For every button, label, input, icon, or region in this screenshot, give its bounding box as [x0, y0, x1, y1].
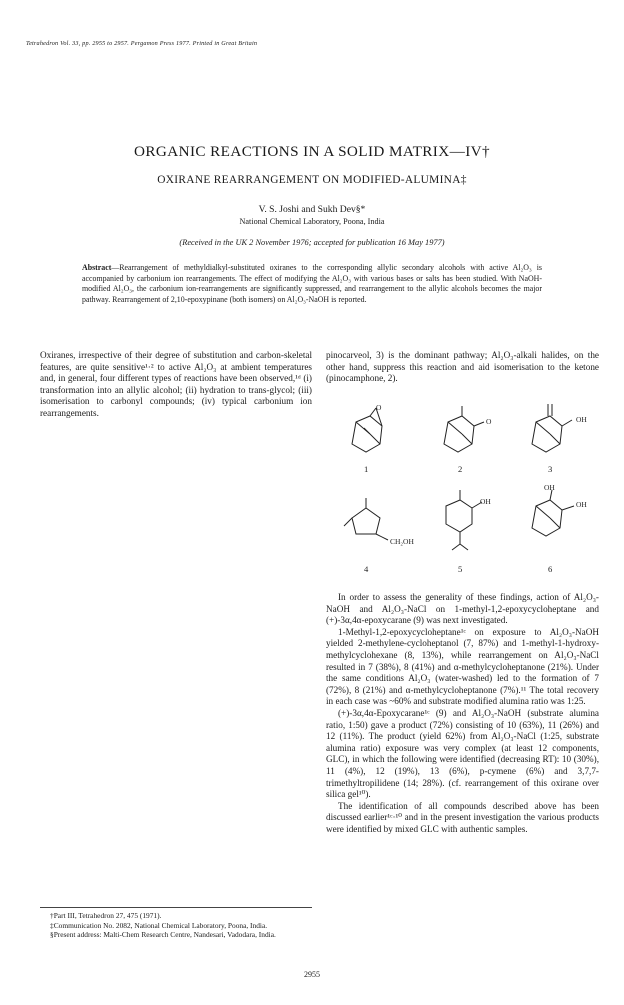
right-column	[326, 592, 599, 835]
abstract-text: —Rearrangement of methyldialkyl-substituted oxiranes to the corresponding allylic secondary alcohols with active Al₂O₃ is accompanied by carbonium ion rearrangements. The effect of modifying the Al₂O₃ with various bases or salts has been studied. With NaOH-modified Al₂O₃, the carbonium ion-rearrangements are significantly suppressed, and rearrangement to the allylic alcohols becomes the major pathway. Rearrangement of 2,10-epoxypinane (both isomers) on Al₂O₃-NaOH is reported.	[82, 263, 542, 304]
right-column-top	[326, 350, 599, 385]
footnote: §Present address: Malti-Chem Research Centre, Nandesari, Vadodara, India.	[50, 930, 276, 940]
structure-label: 4	[364, 564, 369, 574]
atom-label: OH	[576, 500, 587, 509]
structure-1	[352, 408, 382, 452]
atom-label: O	[486, 417, 492, 426]
atom-label: CH₂OH	[390, 537, 414, 546]
page-number: 2955	[304, 970, 320, 979]
authors: V. S. Joshi and Sukh Dev§*	[258, 204, 366, 215]
journal-header: Tetrahedron Vol. 33, pp. 2955 to 2957. Pergamon Press 1977. Printed in Great Britain	[26, 40, 258, 47]
structure-4	[344, 498, 388, 540]
atom-label: O	[376, 403, 382, 412]
received-dates: (Received in the UK 2 November 1976; accepted for publication 16 May 1977)	[179, 238, 445, 247]
structure-6	[532, 490, 574, 536]
footnote: †Part III, Tetrahedron 27, 475 (1971).	[50, 911, 162, 920]
left-column	[40, 350, 312, 420]
body-paragraph: pinocarveol, 3) is the dominant pathway; Al₂O₃-alkali halides, on the other hand, suppress this reaction and aid isomerisation to the ketone (pinocamphone, 2).	[326, 350, 599, 384]
atom-label: OH	[480, 497, 491, 506]
abstract-label: Abstract	[82, 263, 112, 272]
footnote: ‡Communication No. 2082, National Chemical Laboratory, Poona, India.	[50, 920, 268, 930]
abstract	[82, 263, 542, 305]
structure-label: 3	[548, 464, 553, 474]
atom-label: OH	[576, 415, 587, 424]
body-paragraph: 1-Methyl-1,2-epoxycycloheptane¹ᶜ on exposure to Al₂O₃-NaOH yielded 2-methylene-cycloheptanol (7, 87%) and 1-methyl-1-hydroxy-methylcyclohexane (8, 13%), while rearrangement on Al₂O₃-NaCl resulted in 7 (38%), 8 (41%) and α-methylcycloheptanone (21%). Under the same conditions Al₂O₃ (water-washed) led to the formation of 7 (72%), 8 (21%) and α-methylcycloheptanone (7%).¹¹ The total recovery in each case was ~60% and substrate modified alumina ratio was 1:25.	[326, 626, 599, 707]
body-paragraph: In order to assess the generality of these findings, action of Al₂O₃-NaOH and Al₂O₃-NaCl on 1-methyl-1,2-epoxycycloheptane and (+)-3α,4α-epoxycarane (9) was next investigated.	[326, 592, 599, 626]
body-paragraph: The identification of all compounds described above has been discussed earlier¹ᶜ·¹⁰ and in the present investigation the various products were identified by mixed GLC with authentic samples.	[326, 800, 599, 834]
footnotes	[40, 907, 312, 940]
paper-title: ORGANIC REACTIONS IN A SOLID MATRIX—IV†	[133, 143, 491, 160]
structure-3	[532, 404, 572, 452]
paper-subtitle: OXIRANE REARRANGEMENT ON MODIFIED-ALUMINA‡	[157, 174, 467, 186]
affiliation: National Chemical Laboratory, Poona, India	[239, 217, 385, 226]
chemical-structures	[326, 392, 616, 582]
structure-label: 2	[458, 464, 463, 474]
structure-label: 1	[364, 464, 369, 474]
body-paragraph: Oxiranes, irrespective of their degree of substitution and carbon-skeletal features, are quite sensitive¹·² to active Al₂O₃ at ambient temperatures and, in general, four different types of reactions have been observed,¹ᵈ (i) transformation into an allylic alcohol; (ii) hydration to trans-glycol; (iii) isomerisation to carbonyl compounds; (iv) typical carbonium ion rearrangements.	[40, 350, 312, 418]
body-paragraph: (+)-3α,4α-Epoxycarane¹ᶜ (9) and Al₂O₃-NaOH (substrate alumina ratio, 1:50) gave a product (72%) consisting of 10 (63%), 11 (26%) and 12 (11%). The product (yield 62%) from Al₂O₃-NaCl (1:25, substrate alumina ratio) exposure was very complex (at least 12 components, GLC), in which the following were identified (decreasing RT): 10 (30%), 11 (4%), 12 (19%), 13 (6%), p-cymene (6%) and 3,7,7-trimethyltropilidene (14; 28%). (cf. rearrangement of this oxirane over silica gel¹⁰).	[326, 707, 599, 800]
atom-label: OH	[544, 483, 555, 492]
structure-5	[446, 490, 482, 550]
structure-label: 5	[458, 564, 463, 574]
structure-label: 6	[548, 564, 553, 574]
structure-2	[444, 406, 484, 452]
